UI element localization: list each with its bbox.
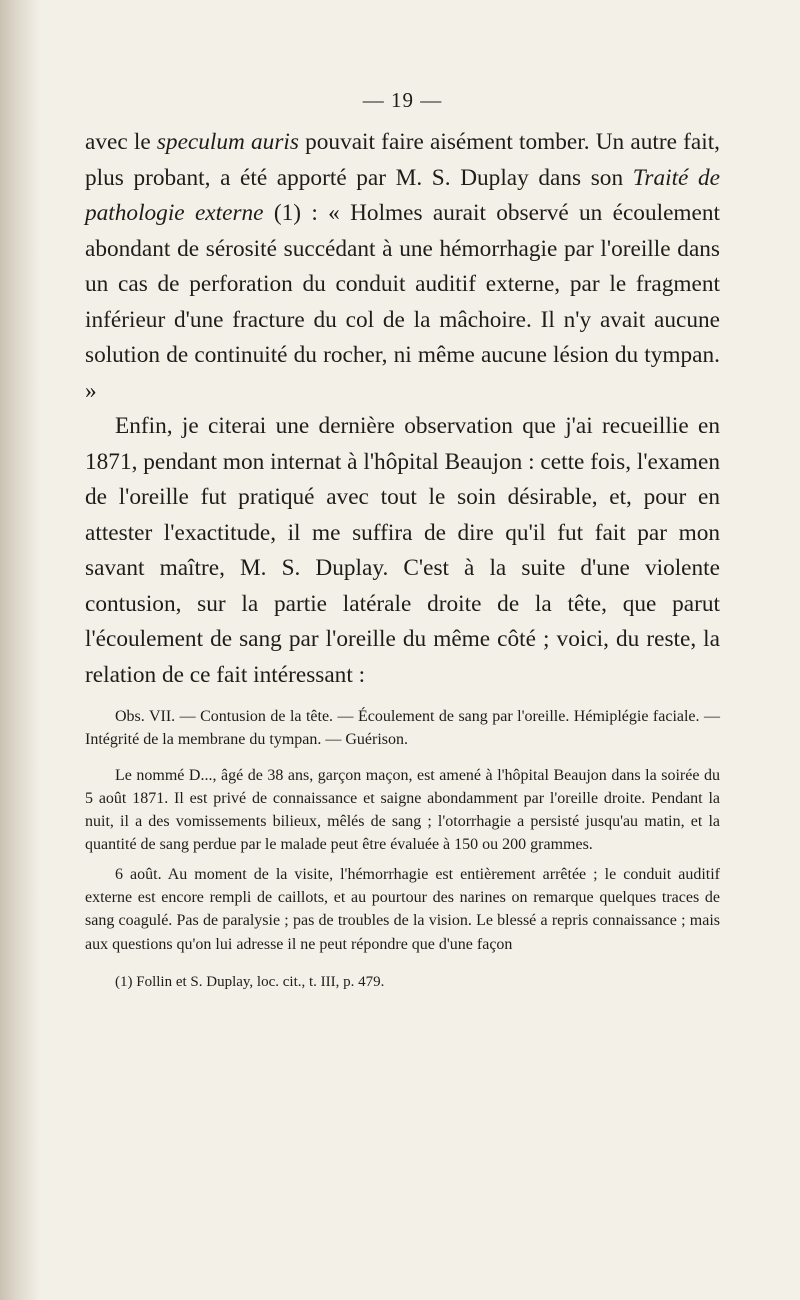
main-text bbox=[85, 125, 720, 693]
footnote: (1) Follin et S. Duplay, loc. cit., t. III, p. 479. bbox=[115, 973, 385, 990]
page-number: — 19 — bbox=[362, 88, 443, 112]
paragraph-1-end: (1) : « Holmes aurait observé un écoulement abondant de sérosité succédant à une hémorrhagie par l'oreille dans un cas de perforation du conduit auditif externe, par le fragment inférieur d'une fracture du col de la mâchoire. Il n'y avait aucune solution de continuité du rocher, ni même aucune lésion du tympan. » bbox=[85, 200, 720, 404]
italic-book-title: Traité de pathologie externe bbox=[85, 164, 720, 226]
paragraph-1 bbox=[85, 125, 720, 409]
observation-title: Obs. VII. — Contusion de la tête. — Écoulement de sang par l'oreille. Hémiplégie faciale. — Intégrité de la membrane du tympan. — Guérison. bbox=[85, 708, 720, 749]
paragraph-1-middle: pouvait faire aisément tomber. Un autre fait, plus probant, a été apporté par M. S. Duplay dans son bbox=[85, 129, 720, 191]
book-page bbox=[85, 88, 720, 992]
page-edge-shadow bbox=[0, 0, 40, 1300]
paragraph-1-start: avec le bbox=[85, 129, 157, 155]
observation-paragraph-1: Le nommé D..., âgé de 38 ans, garçon maçon, est amené à l'hôpital Beaujon dans la soirée du 5 août 1871. Il est privé de connaissance et saigne abondamment par l'oreille droite. Pendant la nuit, il a des vomissements bilieux, mêlés de sang ; l'otorrhagie a persisté jusqu'au matin, et la quantité de sang perdue par le malade peut être évaluée à 150 ou 200 grammes. bbox=[85, 766, 720, 854]
observation-block bbox=[85, 705, 720, 956]
paragraph-2: Enfin, je citerai une dernière observation que j'ai recueillie en 1871, pendant mon internat à l'hôpital Beaujon : cette fois, l'examen de l'oreille fut pratiqué avec tout le soin désirable, et, pour en attester l'exactitude, il me suffira de dire qu'il fut fait par mon savant maître, M. S. Duplay. C'est à la suite d'une violente contusion, sur la partie latérale droite de la tête, que parut l'écoulement de sang par l'oreille du même côté ; voici, du reste, la relation de ce fait intéressant : bbox=[85, 413, 720, 688]
observation-paragraph-2: 6 août. Au moment de la visite, l'hémorrhagie est entièrement arrêtée ; le conduit auditif externe est encore rempli de caillots, et au pourtour des narines on remarque quelques traces de sang coagulé. Pas de paralysie ; pas de troubles de la vision. Le blessé a repris connaissance ; mais aux questions qu'on lui adresse il ne peut répondre que d'une façon bbox=[85, 865, 720, 953]
italic-speculum-auris: speculum auris bbox=[156, 129, 299, 155]
